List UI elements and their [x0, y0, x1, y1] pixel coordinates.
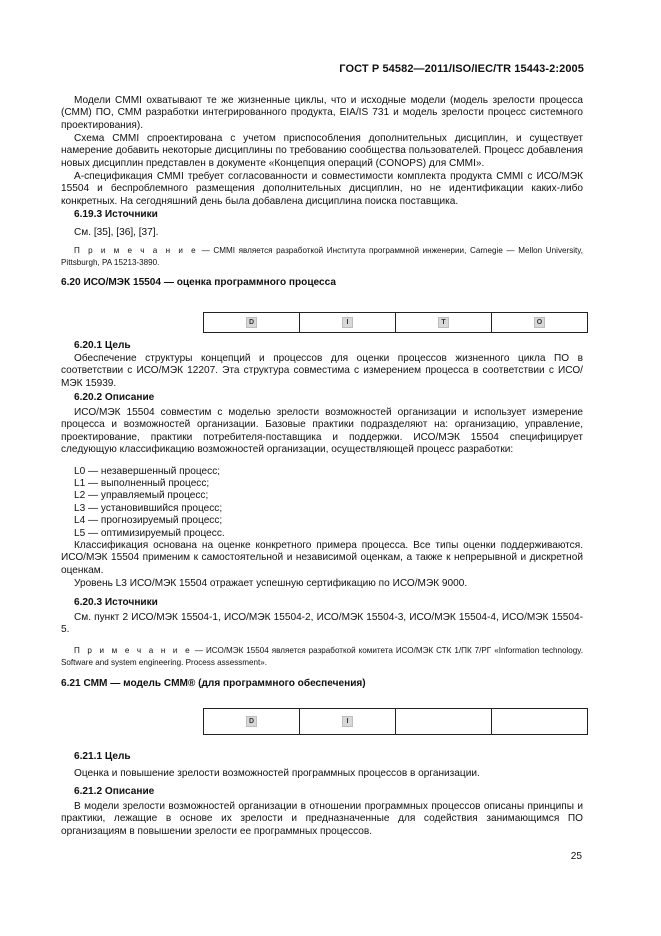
- heading-6-19-3: 6.19.3 Источники: [74, 209, 158, 220]
- paragraph-15504-l3: Уровень L3 ИСО/МЭК 15504 отражает успешную сертификацию по ИСО/МЭК 9000.: [74, 578, 468, 589]
- level-l2: L2 — управляемый процесс;: [74, 490, 209, 501]
- level-l1: L1 — выполненный процесс;: [74, 478, 210, 489]
- heading-6-21-1: 6.21.1 Цель: [74, 751, 131, 762]
- note-text: — ИСО/МЭК 15504 является разработкой комитета ИСО/МЭК СТК 1/ПК 7/РГ «Information technology. Software and system engineering. Process assessment».: [61, 646, 583, 668]
- note-label: П р и м е ч а н и е: [74, 246, 198, 255]
- page-header: ГОСТ Р 54582—2011/ISO/IEC/TR 15443-2:2005: [339, 63, 584, 75]
- paragraph-cmm-description: В модели зрелости возможностей организации в отношении программных процессов описаны принципы и практики, лежащие в основе их зрелости и предназначенные для содействия занимающимся ПО организациям в повышении зрелости ее программных процессов.: [61, 801, 583, 837]
- paragraph-15504-classification: Классификация основана на оценке конкретного примера процесса. Все типы оценки поддерживаются. ИСО/МЭК 15504 применим к самостоятельной и независимой оценкам, а также к непрерывной и дискретной оценкам.: [61, 540, 583, 576]
- note-text: — CMMI является разработкой Института программной инженерии, Carnegie — Mellon University, Pittsburgh, PA 15213-3890.: [61, 246, 583, 268]
- dito-cell-o: O: [492, 313, 588, 333]
- level-l5: L5 — оптимизируемый процесс.: [74, 528, 225, 539]
- note-cmmi: [61, 245, 583, 270]
- note-15504: [61, 645, 583, 670]
- paragraph-cmmi-a-spec: А-спецификация CMMI требует согласованности и совместимости комплекта продукта CMMI с ИСО/МЭК 15504 и беспроблемного размещения дополнительных дисциплин, но не идентификации каких-либо конкретных. На сегодняшний день была добавлена дисциплина поиска поставщика.: [61, 171, 583, 207]
- dito-cell-empty: [492, 709, 588, 735]
- heading-6-20-3: 6.20.3 Источники: [74, 597, 158, 608]
- heading-6-20: 6.20 ИСО/МЭК 15504 — оценка программного процесса: [61, 277, 337, 288]
- paragraph-cmmi-lifecycles: Модели CMMI охватывают те же жизненные циклы, что и исходные модели (модель зрелости процесса (СММ) ПО, СММ разработки интегрированного продукта, EIA/IS 731 и модель зрелости процесс системного проектирования).: [61, 95, 583, 131]
- sources-6-20-3: См. пункт 2 ИСО/МЭК 15504-1, ИСО/МЭК 15504-2, ИСО/МЭК 15504-3, ИСО/МЭК 15504-4, ИСО/МЭК 15504-5.: [61, 612, 583, 636]
- sources-6-19-3: См. [35], [36], [37].: [74, 227, 159, 238]
- heading-6-20-1: 6.20.1 Цель: [74, 340, 131, 351]
- heading-6-20-2: 6.20.2 Описание: [74, 392, 155, 403]
- dito-cell-i: I: [300, 709, 396, 735]
- paragraph-cmm-goal: Оценка и повышение зрелости возможностей программных процессов в организации.: [74, 768, 480, 779]
- dito-cell-i: I: [300, 313, 396, 333]
- dito-cell-d: D: [204, 709, 300, 735]
- level-l0: L0 — незавершенный процесс;: [74, 466, 221, 477]
- level-l4: L4 — прогнозируемый процесс;: [74, 515, 223, 526]
- dito-box-6-20: [203, 312, 588, 333]
- dito-cell-t: T: [396, 313, 492, 333]
- note-label: П р и м е ч а н и е: [74, 646, 192, 655]
- page-number: 25: [570, 851, 582, 862]
- paragraph-15504-description: ИСО/МЭК 15504 совместим с моделью зрелости возможностей организации и использует измерение процесса и возможностей организации. Базовые практики подразделяют на: организацию, управление, проектирование, практики потребителя-поставщика и поддержки. ИСО/МЭК 15504 специфицирует следующую классификацию возможностей организации, осуществляющей процесс разработки:: [61, 407, 583, 456]
- paragraph-cmmi-disciplines: Схема CMMI спроектирована с учетом приспособления дополнительных дисциплин, и существует намерение добавить некоторые дисциплины по требованию сообщества пользователей. Процесс добавления новых дисциплин представлен в документе «Концепция операций (CONOPS) для CMMI».: [61, 133, 583, 169]
- dito-cell-d: D: [204, 313, 300, 333]
- dito-box-6-21: [203, 708, 588, 735]
- dito-cell-empty: [396, 709, 492, 735]
- heading-6-21-2: 6.21.2 Описание: [74, 786, 155, 797]
- paragraph-15504-goal: Обеспечение структуры концепций и процессов для оценки процессов жизненного цикла ПО в соответствии с ИСО/МЭК 12207. Эта структура совместима с измерением процесса в соответствии с ИСО/МЭК 15939.: [61, 353, 583, 389]
- level-l3: L3 — установившийся процесс;: [74, 503, 223, 514]
- heading-6-21: 6.21 СММ — модель СММ® (для программного обеспечения): [61, 678, 366, 689]
